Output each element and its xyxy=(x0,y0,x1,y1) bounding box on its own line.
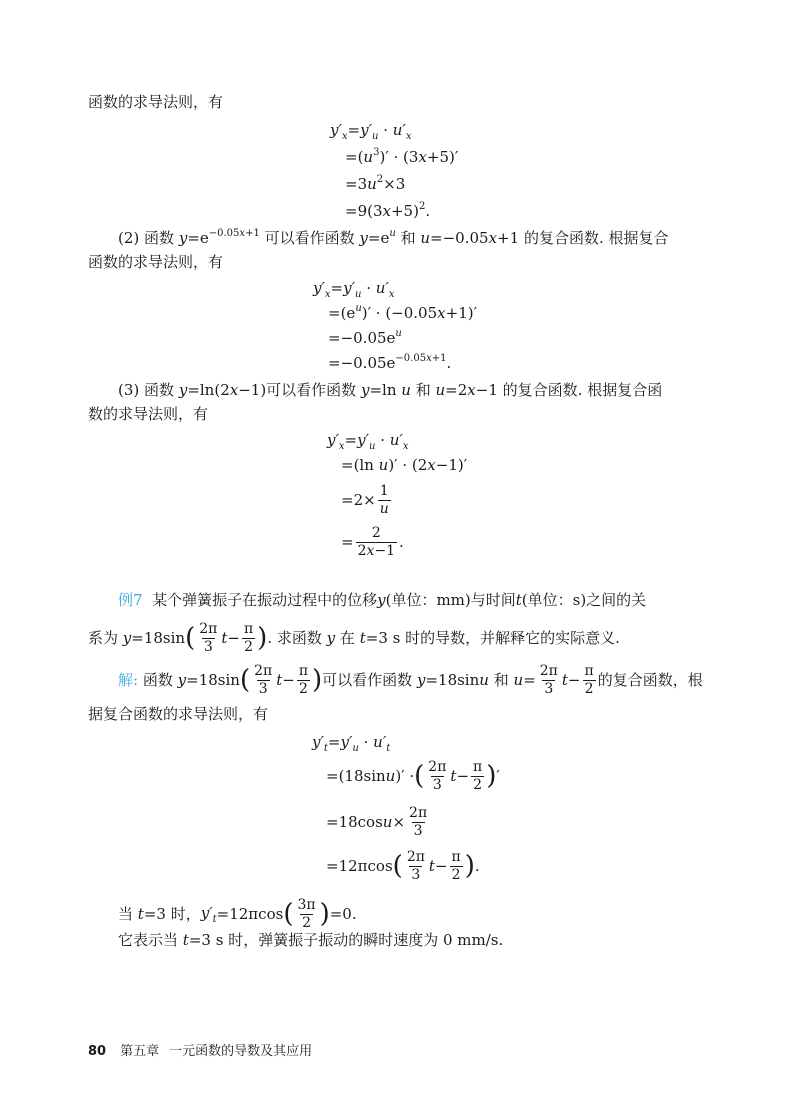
result-line: 当 t =3 时， $y'_t$ =12πcos ( $\frac{3\pi}{2}$ ) =0. xyxy=(118,896,357,931)
meaning-line: 它表示当 t=3 s 时，弹簧振子振动的瞬时速度为 0 mm/s. xyxy=(118,931,504,949)
solution-line-1: 解: 函数 y =18sin ( $\frac{2\pi}{3}$ t − $\frac{\pi}{2}$ ) 可以看作函数 y =18sin u 和 u = $\frac{2\pi}{3}$ t − $\frac{\pi}{2}$ 的复合函数，根 xyxy=(118,662,703,697)
page-footer xyxy=(88,1040,312,1059)
example-7-line-2: 系为 y =18sin ( $\frac{2\pi}{3}$ t − $\frac{\pi}{2}$ ) . 求函数 y 在 t =3 s 时的导数，并解释它的实际意义. xyxy=(88,620,620,655)
solution-label: 解: xyxy=(118,671,139,689)
text-line: 数的求导法则，有 xyxy=(88,405,209,423)
text-line: 据复合函数的求导法则，有 xyxy=(88,705,269,723)
chapter-label: 第五章 xyxy=(120,1044,160,1059)
paragraph-3-lead: (3) 函数 y=ln(2x−1)可以看作函数 y=ln u 和 u=2x−1 的复合函数. 根据复合函 xyxy=(118,381,663,399)
text-line: 函数的求导法则，有 xyxy=(88,253,224,271)
page-number: 80 xyxy=(88,1044,107,1059)
chapter-title: 一元函数的导数及其应用 xyxy=(169,1044,313,1059)
example-7-line-1: 例7 某个弹簧振子在振动过程中的位移y(单位：mm)与时间t(单位：s)之间的关 xyxy=(118,591,647,609)
paragraph-2-lead: (2) 函数 $y=e^{-0.05x+1}$ 可以看作函数 $y=e^u$ 和 u=−0.05x+1 的复合函数. 根据复合 xyxy=(118,228,669,247)
example-label: 例7 xyxy=(118,591,143,609)
text-line: 函数的求导法则，有 xyxy=(88,93,224,111)
